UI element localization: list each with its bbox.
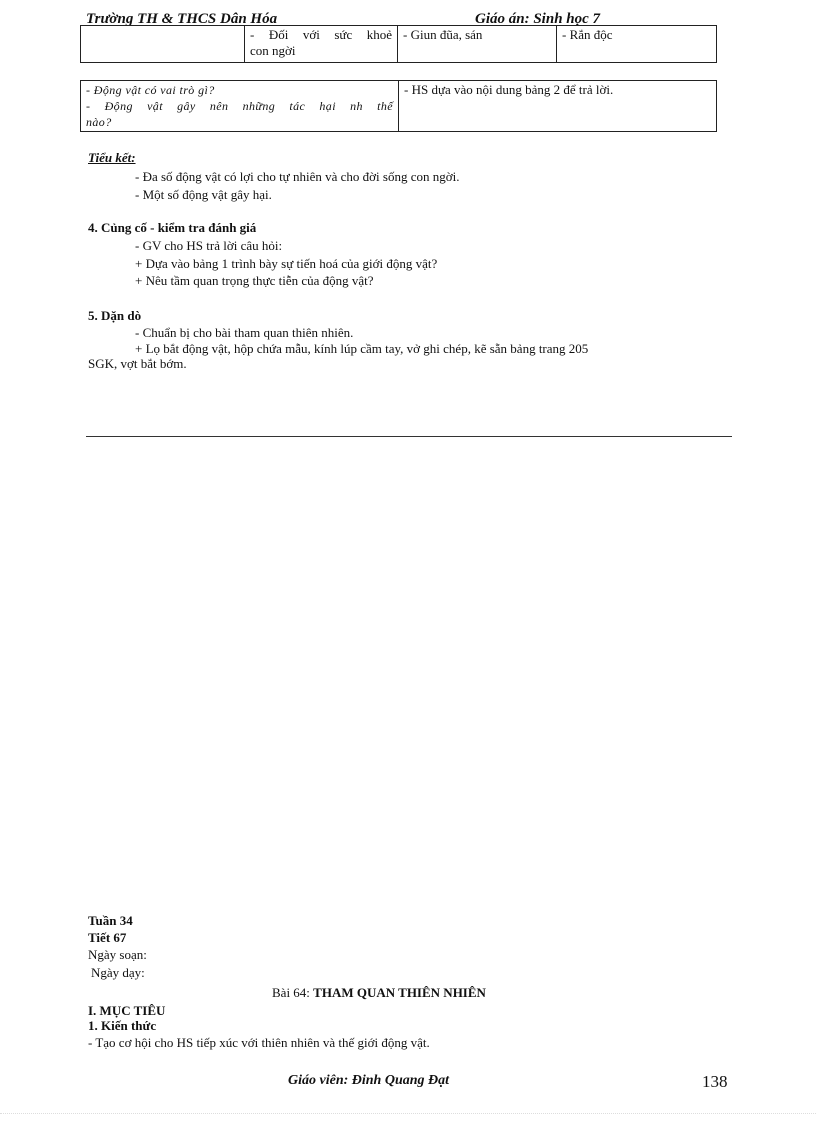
table-qa [80, 80, 717, 132]
lesson-period: Tiết 67 [88, 930, 127, 945]
question-1: - Động vật có vai trò gì? [86, 83, 215, 97]
knowledge-item: - Tạo cơ hội cho HS tiếp xúc với thiên nhiên và thế giới động vật. [88, 1035, 430, 1050]
summary-item-1: - Đa số động vật có lợi cho tự nhiên và cho đời sống con ngời. [135, 169, 460, 184]
lesson-title-main: THAM QUAN THIÊN NHIÊN [313, 985, 486, 1000]
section-5-item-2-line-1: + Lọ bắt động vật, hộp chứa mẫu, kính lúp cầm tay, vở ghi chép, kẽ sẵn bảng trang 205 [135, 341, 589, 356]
summary-item-2: - Một số động vật gây hại. [135, 187, 272, 202]
page-number: 138 [702, 1072, 728, 1091]
separator-line [86, 436, 732, 437]
table-cell-example: - Giun đũa, sán [398, 26, 557, 63]
table-cell-empty [81, 26, 245, 63]
section-5-item-1: - Chuẩn bị cho bài tham quan thiên nhiên. [135, 325, 354, 340]
lesson-title-prefix: Bài 64: [272, 985, 310, 1000]
table-row [81, 81, 717, 132]
table-row [81, 26, 717, 63]
summary-title: Tiểu kết: [88, 150, 136, 165]
lesson-title [272, 985, 486, 1001]
section-5-title: 5. Dặn dò [88, 308, 142, 323]
section-4-item-2: + Dựa vào bảng 1 trình bày sự tiến hoá của giới động vật? [135, 256, 438, 271]
section-5-item-2-line-2: SGK, vợt bắt bớm. [88, 356, 187, 371]
lesson-prep-date: Ngày soạn: [88, 947, 147, 962]
section-4-item-3: + Nêu tầm quan trọng thực tiễn của động vật? [135, 273, 374, 288]
impact-line-2: con ngời [250, 43, 296, 58]
question-2-line-1: - Động vật gây nên những tác hại nh thế [86, 99, 393, 113]
question-2-line-2: nào? [86, 115, 112, 129]
section-4-title: 4. Củng cố - kiểm tra đánh giá [88, 220, 257, 235]
table-continuation [80, 25, 717, 63]
lesson-week: Tuần 34 [88, 913, 133, 928]
lesson-teach-date: Ngày dạy: [91, 965, 145, 980]
objectives-heading: I. MỤC TIÊU [88, 1003, 166, 1018]
knowledge-heading: 1. Kiến thức [88, 1018, 157, 1033]
header-school: Trường TH & THCS Dân Hóa [86, 11, 278, 27]
table-cell-impact [245, 26, 398, 63]
page-edge [0, 1113, 816, 1114]
impact-line-1: - Đối với sức khoẻ [250, 27, 392, 42]
table-cell-example-2: - Rắn độc [557, 26, 717, 63]
header-subject: Giáo án: Sinh học 7 [475, 11, 601, 27]
table-cell-answer: - HS dựa vào nội dung bảng 2 để trả lời. [399, 81, 717, 132]
footer-teacher: Giáo viên: Đinh Quang Đạt [288, 1073, 450, 1088]
section-4-item-1: - GV cho HS trả lời câu hỏi: [135, 238, 283, 253]
table-cell-questions [81, 81, 399, 132]
